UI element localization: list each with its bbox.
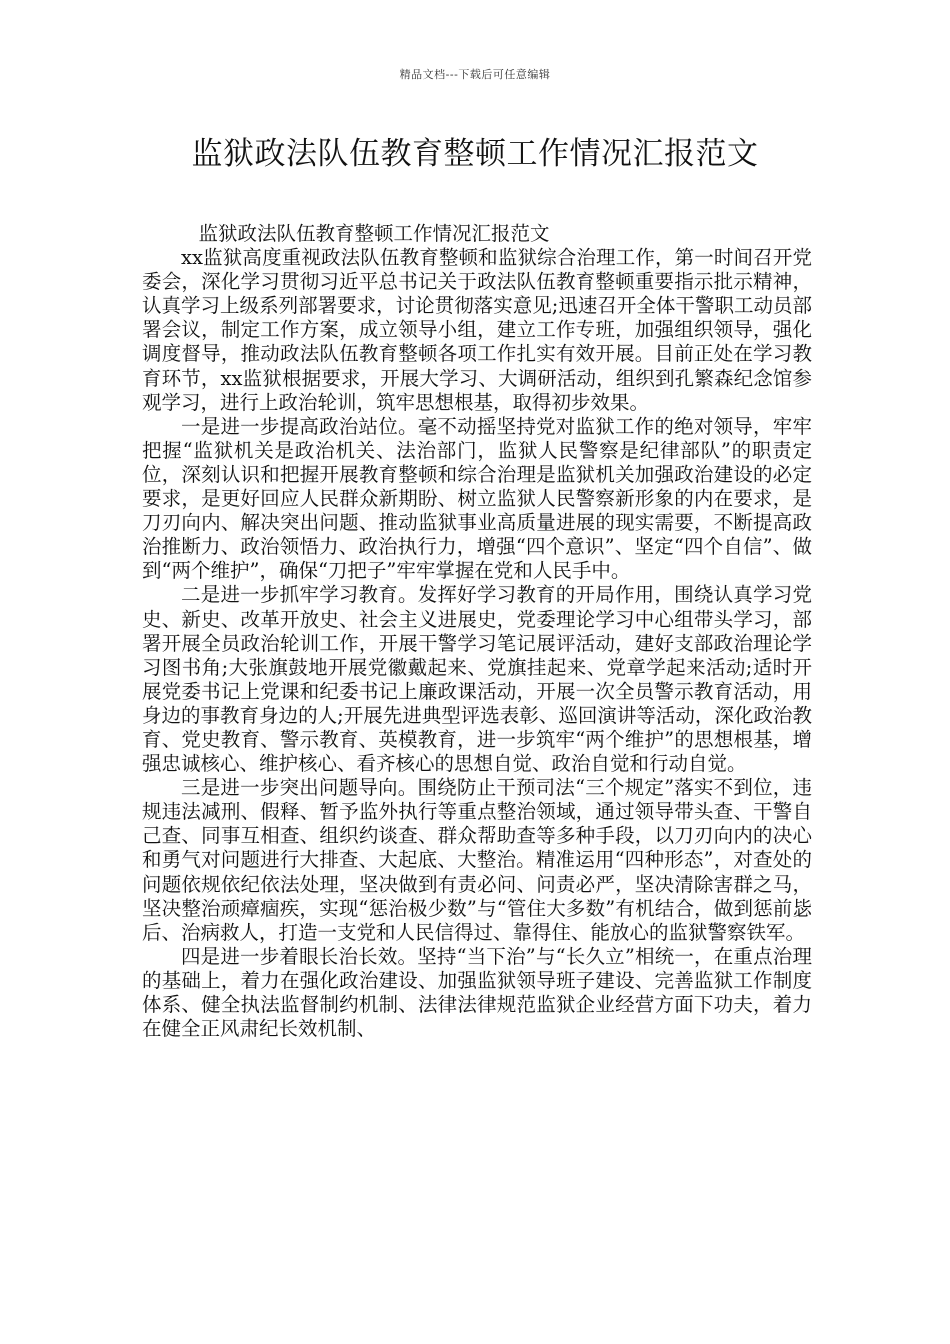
paragraph-point-2: 二是进一步抓牢学习教育。发挥好学习教育的开局作用，围绕认真学习党史、新史、改革开放史、社会主义进展史，党委理论学习中心组带头学习，部署开展全员政治轮训工作，开展干警学习笔记展评活动，建好支部政治理论学习图书角;大张旗鼓地开展党徽戴起来、党旗挂起来、党章学起来活动;适时开展党委书记上党课和纪委书记上廉政课活动，开展一次全员警示教育活动，用身边的事教育身边的人;开展先进典型评选表彰、巡回演讲等活动，深化政治教育、党史教育、警示教育、英模教育，进一步筑牢“两个维护”的思想根基，增强忠诚核心、维护核心、看齐核心的思想自觉、政治自觉和行动自觉。 (142, 583, 812, 776)
page-title: 监狱政法队伍教育整顿工作情况汇报范文 (191, 136, 759, 172)
paragraph-point-3: 三是进一步突出问题导向。围绕防止干预司法“三个规定”落实不到位，违规违法减刑、假释、暂予监外执行等重点整治领域，通过领导带头查、干警自己查、同事互相查、组织约谈查、群众帮助查等多种手段，以刀刃向内的决心和勇气对问题进行大排查、大起底、大整治。精准运用“四种形态”，对查处的问题依规依纪依法处理，坚决做到有责必问、问责必严，坚决清除害群之马，坚决整治顽瘴痼疾，实现“惩治极少数”与“管住大多数”有机结合，做到惩前毖后、治病救人，打造一支党和人民信得过、靠得住、能放心的监狱警察铁军。 (142, 776, 812, 944)
paragraph-intro: xx监狱高度重视政法队伍教育整顿和监狱综合治理工作，第一时间召开党委会，深化学习贯彻习近平总书记关于政法队伍教育整顿重要指示批示精神，认真学习上级系列部署要求，讨论贯彻落实意见;迅速召开全体干警职工动员部署会议，制定工作方案，成立领导小组，建立工作专班，加强组织领导，强化调度督导，推动政法队伍教育整顿各项工作扎实有效开展。目前正处在学习教育环节，xx监狱根据要求，开展大学习、大调研活动，组织到孔繁森纪念馆参观学习，进行上政治轮训，筑牢思想根基，取得初步效果。 (142, 246, 812, 414)
document-subtitle: 监狱政法队伍教育整顿工作情况汇报范文 (198, 222, 550, 245)
paragraph-point-1: 一是进一步提高政治站位。毫不动摇坚持党对监狱工作的绝对领导，牢牢把握“监狱机关是政治机关、法治部门，监狱人民警察是纪律部队”的职责定位，深刻认识和把握开展教育整顿和综合治理是监狱机关加强政治建设的必定要求，是更好回应人民群众新期盼、树立监狱人民警察新形象的内在要求，是刀刃向内、解决突出问题、推动监狱事业高质量进展的现实需要，不断提高政治推断力、政治领悟力、政治执行力，增强“四个意识”、坚定“四个自信”、做到“两个维护”，确保“刀把子”牢牢掌握在党和人民手中。 (142, 414, 812, 583)
paragraph-point-4: 四是进一步着眼长治长效。坚持“当下治”与“长久立”相统一，在重点治理的基础上，着力在强化政治建设、加强监狱领导班子建设、完善监狱工作制度体系、健全执法监督制约机制、法律法律规范监狱企业经营方面下功夫，着力在健全正风肃纪长效机制、 (142, 944, 812, 1041)
header-note: 精品文档---下载后可任意编辑 (399, 68, 551, 81)
document-body (142, 222, 812, 1041)
